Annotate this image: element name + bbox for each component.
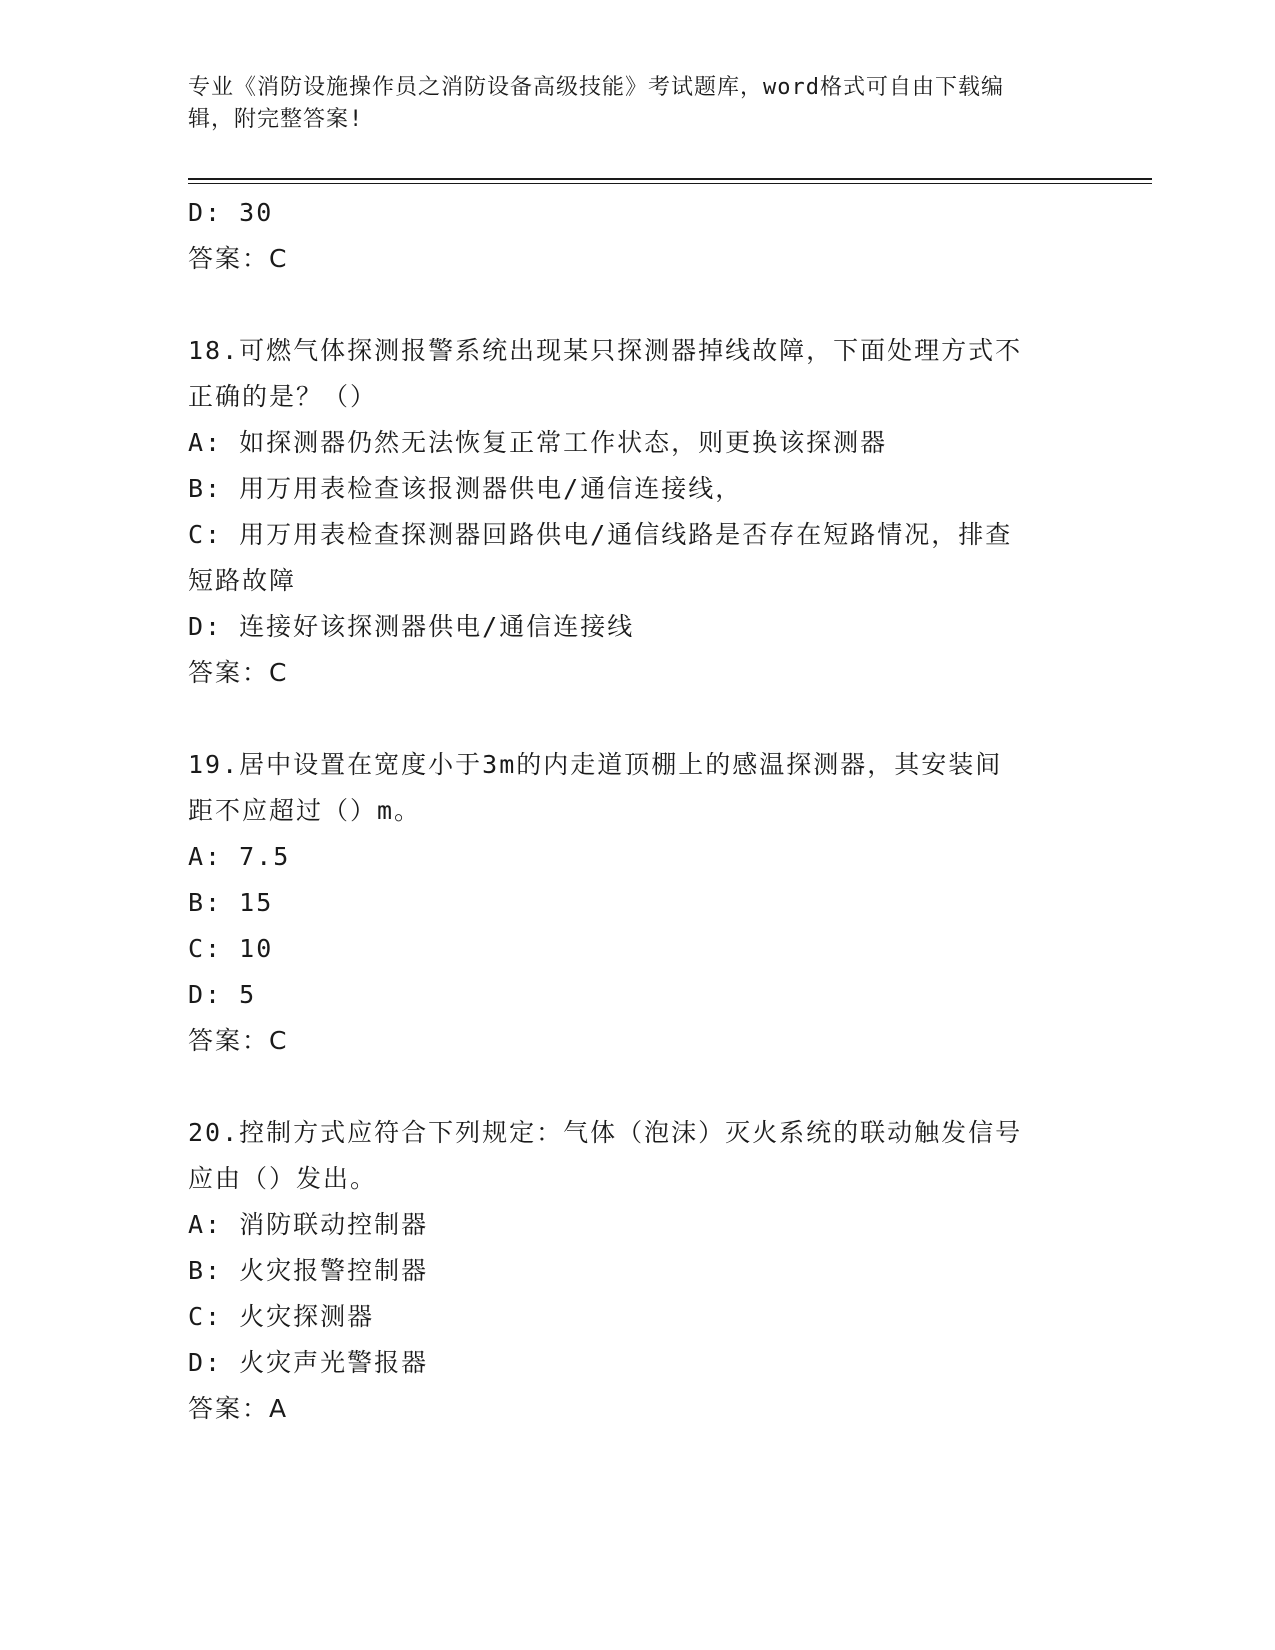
answer: 答案：C	[188, 244, 289, 273]
answer: 答案：A	[188, 1394, 289, 1423]
option-b: B: 用万用表检查该报测器供电/通信连接线，	[188, 474, 743, 503]
question-stem: 20.控制方式应符合下列规定：气体（泡沫）灭火系统的联动触发信号	[188, 1118, 1023, 1147]
question-stem-cont: 距不应超过（）m。	[188, 796, 422, 825]
header-line-1: 专业《消防设施操作员之消防设备高级技能》考试题库，word格式可自由下载编	[188, 75, 1004, 100]
question-stem-cont: 正确的是？（）	[188, 382, 378, 411]
option-c: C: 用万用表检查探测器回路供电/通信线路是否存在短路情况，排查	[188, 520, 1013, 549]
header-line-2: 辑，附完整答案!	[188, 107, 364, 132]
option-a: A: 7.5	[188, 842, 291, 871]
option-a: A: 消防联动控制器	[188, 1210, 429, 1239]
question-stem: 19.居中设置在宽度小于3m的内走道顶棚上的感温探测器，其安装间	[188, 750, 1003, 779]
option-c: C: 10	[188, 934, 274, 963]
option-a: A: 如探测器仍然无法恢复正常工作状态，则更换该探测器	[188, 428, 888, 457]
question-18	[188, 328, 1088, 696]
spacer	[188, 1064, 1088, 1110]
option-d: D: 5	[188, 980, 257, 1009]
question-list	[188, 190, 1088, 1432]
option-c: C: 火灾探测器	[188, 1302, 375, 1331]
question-20	[188, 1110, 1088, 1432]
answer: 答案：C	[188, 658, 289, 687]
answer: 答案：C	[188, 1026, 289, 1055]
option-c-cont: 短路故障	[188, 566, 297, 595]
spacer	[188, 282, 1088, 328]
question-stem-cont: 应由（）发出。	[188, 1164, 378, 1193]
header-divider-thin	[188, 183, 1152, 184]
spacer	[188, 696, 1088, 742]
option-b: B: 15	[188, 888, 274, 917]
header-divider-thick	[188, 178, 1152, 180]
option-d: D: 火灾声光警报器	[188, 1348, 429, 1377]
option-d: D: 30	[188, 198, 274, 227]
option-b: B: 火灾报警控制器	[188, 1256, 429, 1285]
question-17-tail	[188, 190, 1088, 282]
page-header	[188, 72, 1068, 136]
question-19	[188, 742, 1088, 1064]
question-stem: 18.可燃气体探测报警系统出现某只探测器掉线故障，下面处理方式不	[188, 336, 1023, 365]
option-d: D: 连接好该探测器供电/通信连接线	[188, 612, 635, 641]
